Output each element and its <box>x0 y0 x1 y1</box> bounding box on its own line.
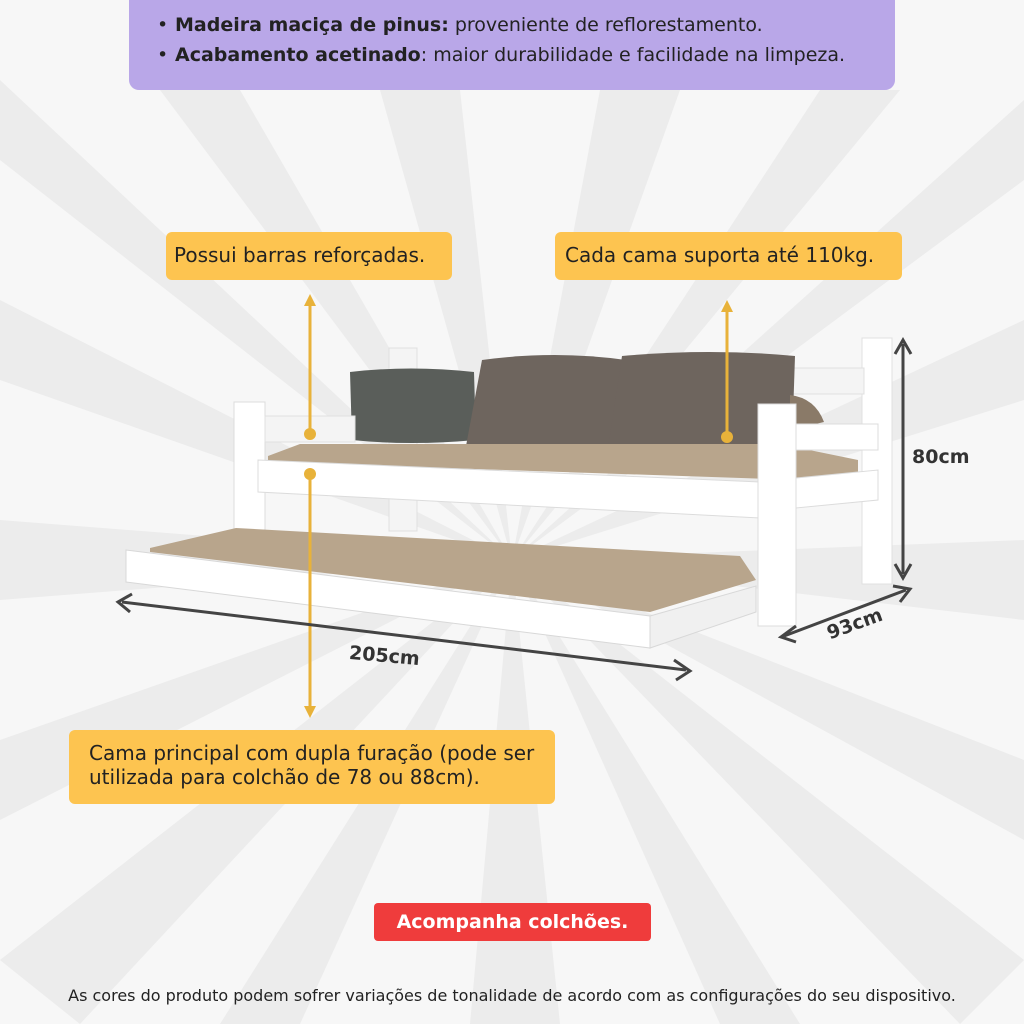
bullet-icon: • <box>157 14 169 36</box>
dimension-depth-label: 93cm <box>823 603 886 645</box>
feature-text: proveniente de reflorestamento. <box>448 14 763 36</box>
feature-text: : maior durabilidade e facilidade na limpeza. <box>420 44 846 66</box>
feature-item <box>157 40 867 70</box>
color-disclaimer: As cores do produto podem sofrer variações de tonalidade de acordo com as configurações do seu dispositivo. <box>68 986 956 1005</box>
callout-double-holes: Cama principal com dupla furação (pode ser utilizada para colchão de 78 ou 88cm). <box>69 730 555 804</box>
callout-reinforced-bars: Possui barras reforçadas. <box>166 232 452 280</box>
feature-item <box>157 10 867 40</box>
feature-bold: Madeira maciça de pinus: <box>175 14 449 36</box>
includes-mattress-badge: Acompanha colchões. <box>374 903 651 941</box>
features-box <box>129 0 895 90</box>
callout-weight-capacity: Cada cama suporta até 110kg. <box>555 232 902 280</box>
bed-illustration <box>126 338 892 648</box>
dimension-height-label: 80cm <box>912 446 970 468</box>
dimension-length-label: 205cm <box>348 641 421 671</box>
feature-bold: Acabamento acetinado <box>175 44 421 66</box>
bullet-icon: • <box>157 44 169 66</box>
